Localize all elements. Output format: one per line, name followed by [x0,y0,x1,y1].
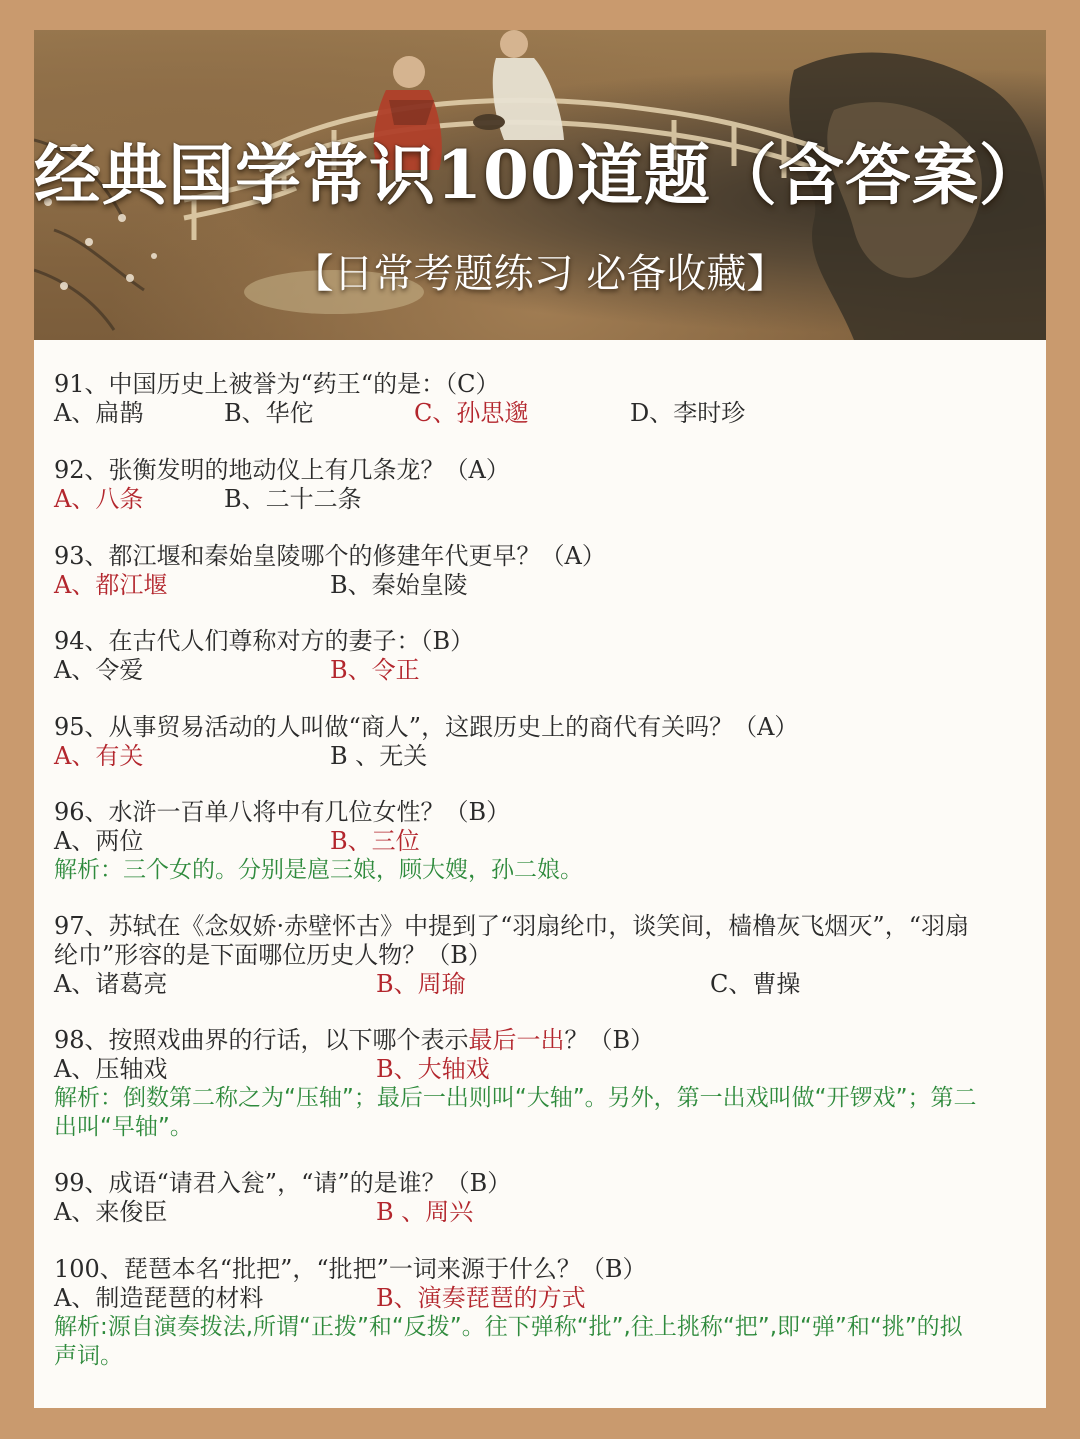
option-a: A、来俊臣 [54,1198,168,1226]
option-b-correct: B、令正 [330,656,420,684]
options-row [54,970,984,999]
question-95 [54,713,984,771]
option-a-correct: A、都江堰 [54,571,168,599]
option-b-correct: B、大轴戏 [376,1055,490,1083]
option-a: A、扁鹊 [54,399,144,427]
question-text-after: ？（B） [564,1026,655,1054]
option-b: B 、无关 [330,742,428,770]
question-92 [54,456,984,514]
question-text [54,1026,984,1055]
question-96 [54,798,984,885]
question-100 [54,1255,984,1371]
question-text: 95、从事贸易活动的人叫做“商人”，这跟历史上的商代有关吗？（A） [54,713,799,741]
question-text: 97、苏轼在《念奴娇·赤壁怀古》中提到了“羽扇纶巾，谈笑间，樯橹灰飞烟灭”，“羽扇纶巾”形容的是下面哪位历史人物？（B） [54,912,969,969]
option-a-correct: A、有关 [54,742,144,770]
question-text: 93、都江堰和秦始皇陵哪个的修建年代更早？（A） [54,542,606,570]
option-b-correct: B 、周兴 [376,1198,474,1226]
question-98 [54,1026,984,1142]
option-a: A、诸葛亮 [54,970,168,998]
option-a: A、压轴戏 [54,1055,168,1083]
option-c-correct: C、孙思邈 [414,399,529,427]
question-text: 96、水浒一百单八将中有几位女性？（B） [54,798,511,826]
answer-explanation: 解析：倒数第二称之为“压轴”；最后一出则叫“大轴”。另外，第一出戏叫做“开锣戏”；第二出叫“早轴”。 [54,1085,977,1140]
options-row [54,742,984,771]
question-text: 94、在古代人们尊称对方的妻子：（B） [54,627,475,655]
question-94 [54,627,984,685]
question-text: 92、张衡发明的地动仪上有几条龙？（A） [54,456,510,484]
options-row [54,1198,984,1227]
page-title: 经典国学常识100道题（含答案） [34,136,1046,214]
options-row [54,571,984,600]
question-text-highlight: 最后一出 [468,1026,565,1054]
options-row [54,1055,984,1084]
options-row [54,1284,984,1313]
options-row [54,656,984,685]
question-text: 99、成语“请君入瓮”，“请”的是谁？（B） [54,1169,512,1197]
option-c: C、曹操 [710,970,801,998]
option-b: B、秦始皇陵 [330,571,468,599]
options-row [54,827,984,856]
answer-explanation: 解析:源自演奏拨法,所谓“正拨”和“反拨”。往下弹称“批”,往上挑称“把”,即“弹”和“挑”的拟声词。 [54,1314,963,1369]
option-a: A、令爱 [54,656,144,684]
options-row [54,485,984,514]
question-text: 91、中国历史上被誉为“药王“的是：（C） [54,370,500,398]
option-a: A、两位 [54,827,144,855]
question-97 [54,912,984,999]
option-b-correct: B、三位 [330,827,420,855]
option-b: B、华佗 [224,399,314,427]
option-a: A、制造琵琶的材料 [54,1284,264,1312]
question-text-before: 98、按照戏曲界的行话，以下哪个表示 [54,1026,469,1054]
option-a-correct: A、八条 [54,485,144,513]
answer-explanation: 解析：三个女的。分别是扈三娘，顾大嫂，孙二娘。 [54,857,583,883]
question-91 [54,370,984,428]
option-b-correct: B、演奏琵琶的方式 [376,1284,586,1312]
option-b: B、二十二条 [224,485,362,513]
page-subtitle: 【日常考题练习 必备收藏】 [293,251,787,297]
option-b-correct: B、周瑜 [376,970,466,998]
header-banner [34,30,1046,340]
options-row [54,399,984,428]
question-93 [54,542,984,600]
question-99 [54,1169,984,1227]
option-d: D、李时珍 [630,399,746,427]
question-text: 100、琵琶本名“批把”，“批把”一词来源于什么？（B） [54,1255,647,1283]
